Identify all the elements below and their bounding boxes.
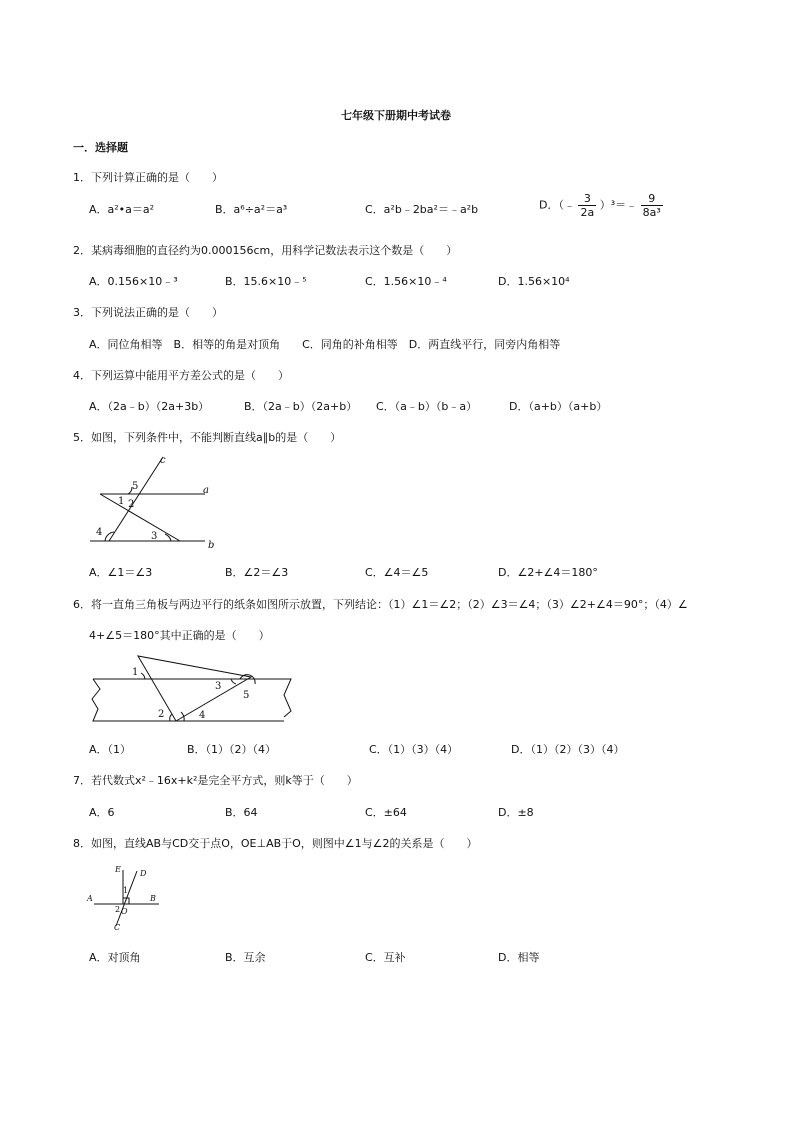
question-8-option-b: B．互余 xyxy=(225,951,266,964)
question-6-stem-line-1: 6．将一直角三角板与两边平行的纸条如图所示放置，下列结论：（1）∠1＝∠2；（2）∠3＝∠4；（3）∠2+∠4＝90°；（4）∠ xyxy=(73,598,688,611)
question-3-stem: 3．下列说法正确的是（ ） xyxy=(73,306,223,319)
question-4-option-d: D．（a+b）（a+b） xyxy=(509,400,608,413)
paper-strip-bottom-left xyxy=(92,679,284,721)
fraction-3-over-2a xyxy=(578,192,596,219)
question-1-option-d xyxy=(539,192,663,219)
question-4-option-c: C．（a﹣b）（b﹣a） xyxy=(376,400,478,413)
label-angle-1: 1 xyxy=(123,886,129,895)
question-8-option-a: A．对顶角 xyxy=(89,951,141,964)
label-e: E xyxy=(115,865,121,874)
question-1-option-b: B．a⁶÷a²＝a³ xyxy=(215,203,288,216)
question-4-stem: 4．下列运算中能用平方差公式的是（ ） xyxy=(73,369,289,382)
question-5-option-a: A．∠1＝∠3 xyxy=(89,566,153,579)
label-angle-4: 4 xyxy=(199,710,206,721)
option-d-mid: ）³＝﹣ xyxy=(599,198,638,212)
fraction-numerator: 3 xyxy=(578,192,596,206)
label-angle-5: 5 xyxy=(243,690,250,701)
label-angle-2: 2 xyxy=(158,709,165,720)
line-transversal xyxy=(100,494,180,541)
label-angle-1: 1 xyxy=(132,667,139,678)
question-4-option-a: A．（2a﹣b）（2a+3b） xyxy=(89,400,210,413)
label-angle-1: 1 xyxy=(118,496,125,507)
question-1-option-c: C．a²b﹣2ba²＝﹣a²b xyxy=(365,203,479,216)
page-title: 七年级下册期中考试卷 xyxy=(341,109,451,122)
section-heading: 一．选择题 xyxy=(73,141,128,154)
question-3-options: A．同位角相等 B．相等的角是对顶角 C．同角的补角相等 D．两直线平行，同旁内角相等 xyxy=(89,338,561,351)
question-4-option-b: B．（2a﹣b）（2a+b） xyxy=(244,400,358,413)
label-angle-3: 3 xyxy=(151,531,158,542)
question-7-option-d: D．±8 xyxy=(498,806,534,819)
question-5-stem: 5．如图，下列条件中，不能判断直线a∥b的是（ ） xyxy=(73,431,342,444)
label-b: b xyxy=(208,540,215,551)
question-2-option-b: B．15.6×10﹣⁵ xyxy=(225,275,307,288)
question-2-option-c: C．1.56×10﹣⁴ xyxy=(365,275,447,288)
fraction-numerator: 9 xyxy=(641,192,663,206)
question-7-option-c: C．±64 xyxy=(365,806,407,819)
question-7-option-b: B．64 xyxy=(225,806,258,819)
label-o: O xyxy=(121,907,128,916)
label-d: D xyxy=(140,869,147,878)
label-angle-2: 2 xyxy=(128,499,135,510)
angle-3-arc xyxy=(231,679,236,684)
question-6-option-a: A．（1） xyxy=(89,743,132,756)
angle-2-arc xyxy=(170,714,172,721)
question-7-stem: 7．若代数式x²﹣16x+k²是完全平方式，则k等于（ ） xyxy=(73,774,358,787)
label-angle-3: 3 xyxy=(215,681,222,692)
question-6-option-c: C．（1）（3）（4） xyxy=(369,743,459,756)
question-6-figure xyxy=(88,653,298,728)
fraction-denominator: 8a³ xyxy=(642,206,661,219)
label-angle-4: 4 xyxy=(96,527,103,538)
question-5-option-c: C．∠4＝∠5 xyxy=(365,566,429,579)
label-a: A xyxy=(87,894,93,903)
question-6-option-d: D．（1）（2）（3）（4） xyxy=(511,743,625,756)
question-2-stem: 2．某病毒细胞的直径约为0.000156cm，用科学记数法表示这个数是（ ） xyxy=(73,244,458,257)
triangle-ruler xyxy=(138,656,251,721)
option-d-prefix: D．（﹣ xyxy=(539,198,575,212)
label-c: C xyxy=(114,923,121,932)
label-c: c xyxy=(160,455,166,466)
question-1-option-a: A．a²•a＝a² xyxy=(89,203,155,216)
label-a: a xyxy=(203,485,209,496)
question-5-option-d: D．∠2+∠4＝180° xyxy=(498,566,598,579)
question-6-option-b: B．（1）（2）（4） xyxy=(187,743,277,756)
question-8-figure xyxy=(84,858,164,933)
question-2-option-d: D．1.56×10⁴ xyxy=(498,275,570,288)
label-angle-2: 2 xyxy=(115,905,121,914)
angle-1-arc xyxy=(141,673,145,679)
question-5-option-b: B．∠2＝∠3 xyxy=(225,566,289,579)
label-b: B xyxy=(150,894,156,903)
fraction-denominator: 2a xyxy=(580,206,595,219)
question-8-stem: 8．如图，直线AB与CD交于点O，OE⊥AB于O，则图中∠1与∠2的关系是（ ） xyxy=(73,837,478,850)
question-2-option-a: A．0.156×10﹣³ xyxy=(89,275,178,288)
question-1-stem: 1．下列计算正确的是（ ） xyxy=(73,171,223,184)
question-5-figure xyxy=(85,452,225,552)
label-angle-5: 5 xyxy=(132,481,139,492)
question-6-stem-line-2: 4+∠5＝180°其中正确的是（ ） xyxy=(89,629,270,642)
fraction-9-over-8a3 xyxy=(641,192,663,219)
angle-4-arc xyxy=(181,712,184,721)
question-7-option-a: A．6 xyxy=(89,806,115,819)
question-8-option-d: D．相等 xyxy=(498,951,540,964)
question-8-option-c: C．互补 xyxy=(365,951,406,964)
